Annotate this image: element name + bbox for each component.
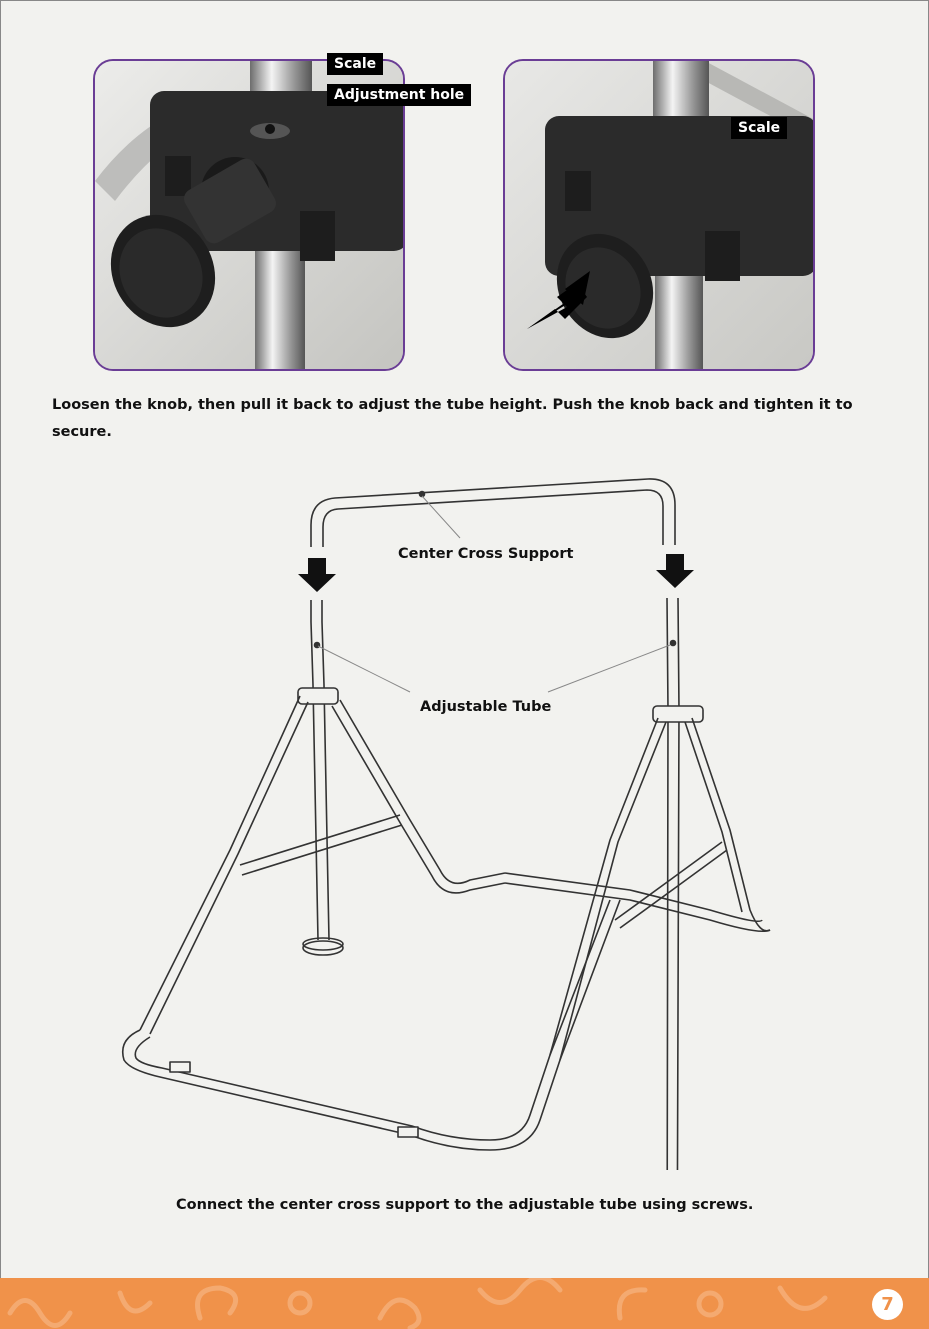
label-scale-right: Scale xyxy=(731,117,787,139)
label-center-cross-support: Center Cross Support xyxy=(398,546,574,562)
frame-assembly-diagram xyxy=(110,470,790,1170)
knob-pulled-photo-illustration xyxy=(505,61,815,371)
label-adjustment-hole: Adjustment hole xyxy=(327,84,471,106)
label-adjustable-tube: Adjustable Tube xyxy=(420,699,552,715)
label-scale-left: Scale xyxy=(327,53,383,75)
page-number: 7 xyxy=(872,1289,903,1320)
instruction-connect: Connect the center cross support to the adjustable tube using screws. xyxy=(176,1197,754,1213)
footer-band xyxy=(0,1278,929,1329)
photo-knob-pulled xyxy=(503,59,815,371)
instruction-adjust: Loosen the knob, then pull it back to adjust the tube height. Push the knob back and tighten it to secure. xyxy=(52,397,853,440)
knob-photo-illustration xyxy=(95,61,405,371)
footer-swirl-pattern xyxy=(0,1278,929,1329)
